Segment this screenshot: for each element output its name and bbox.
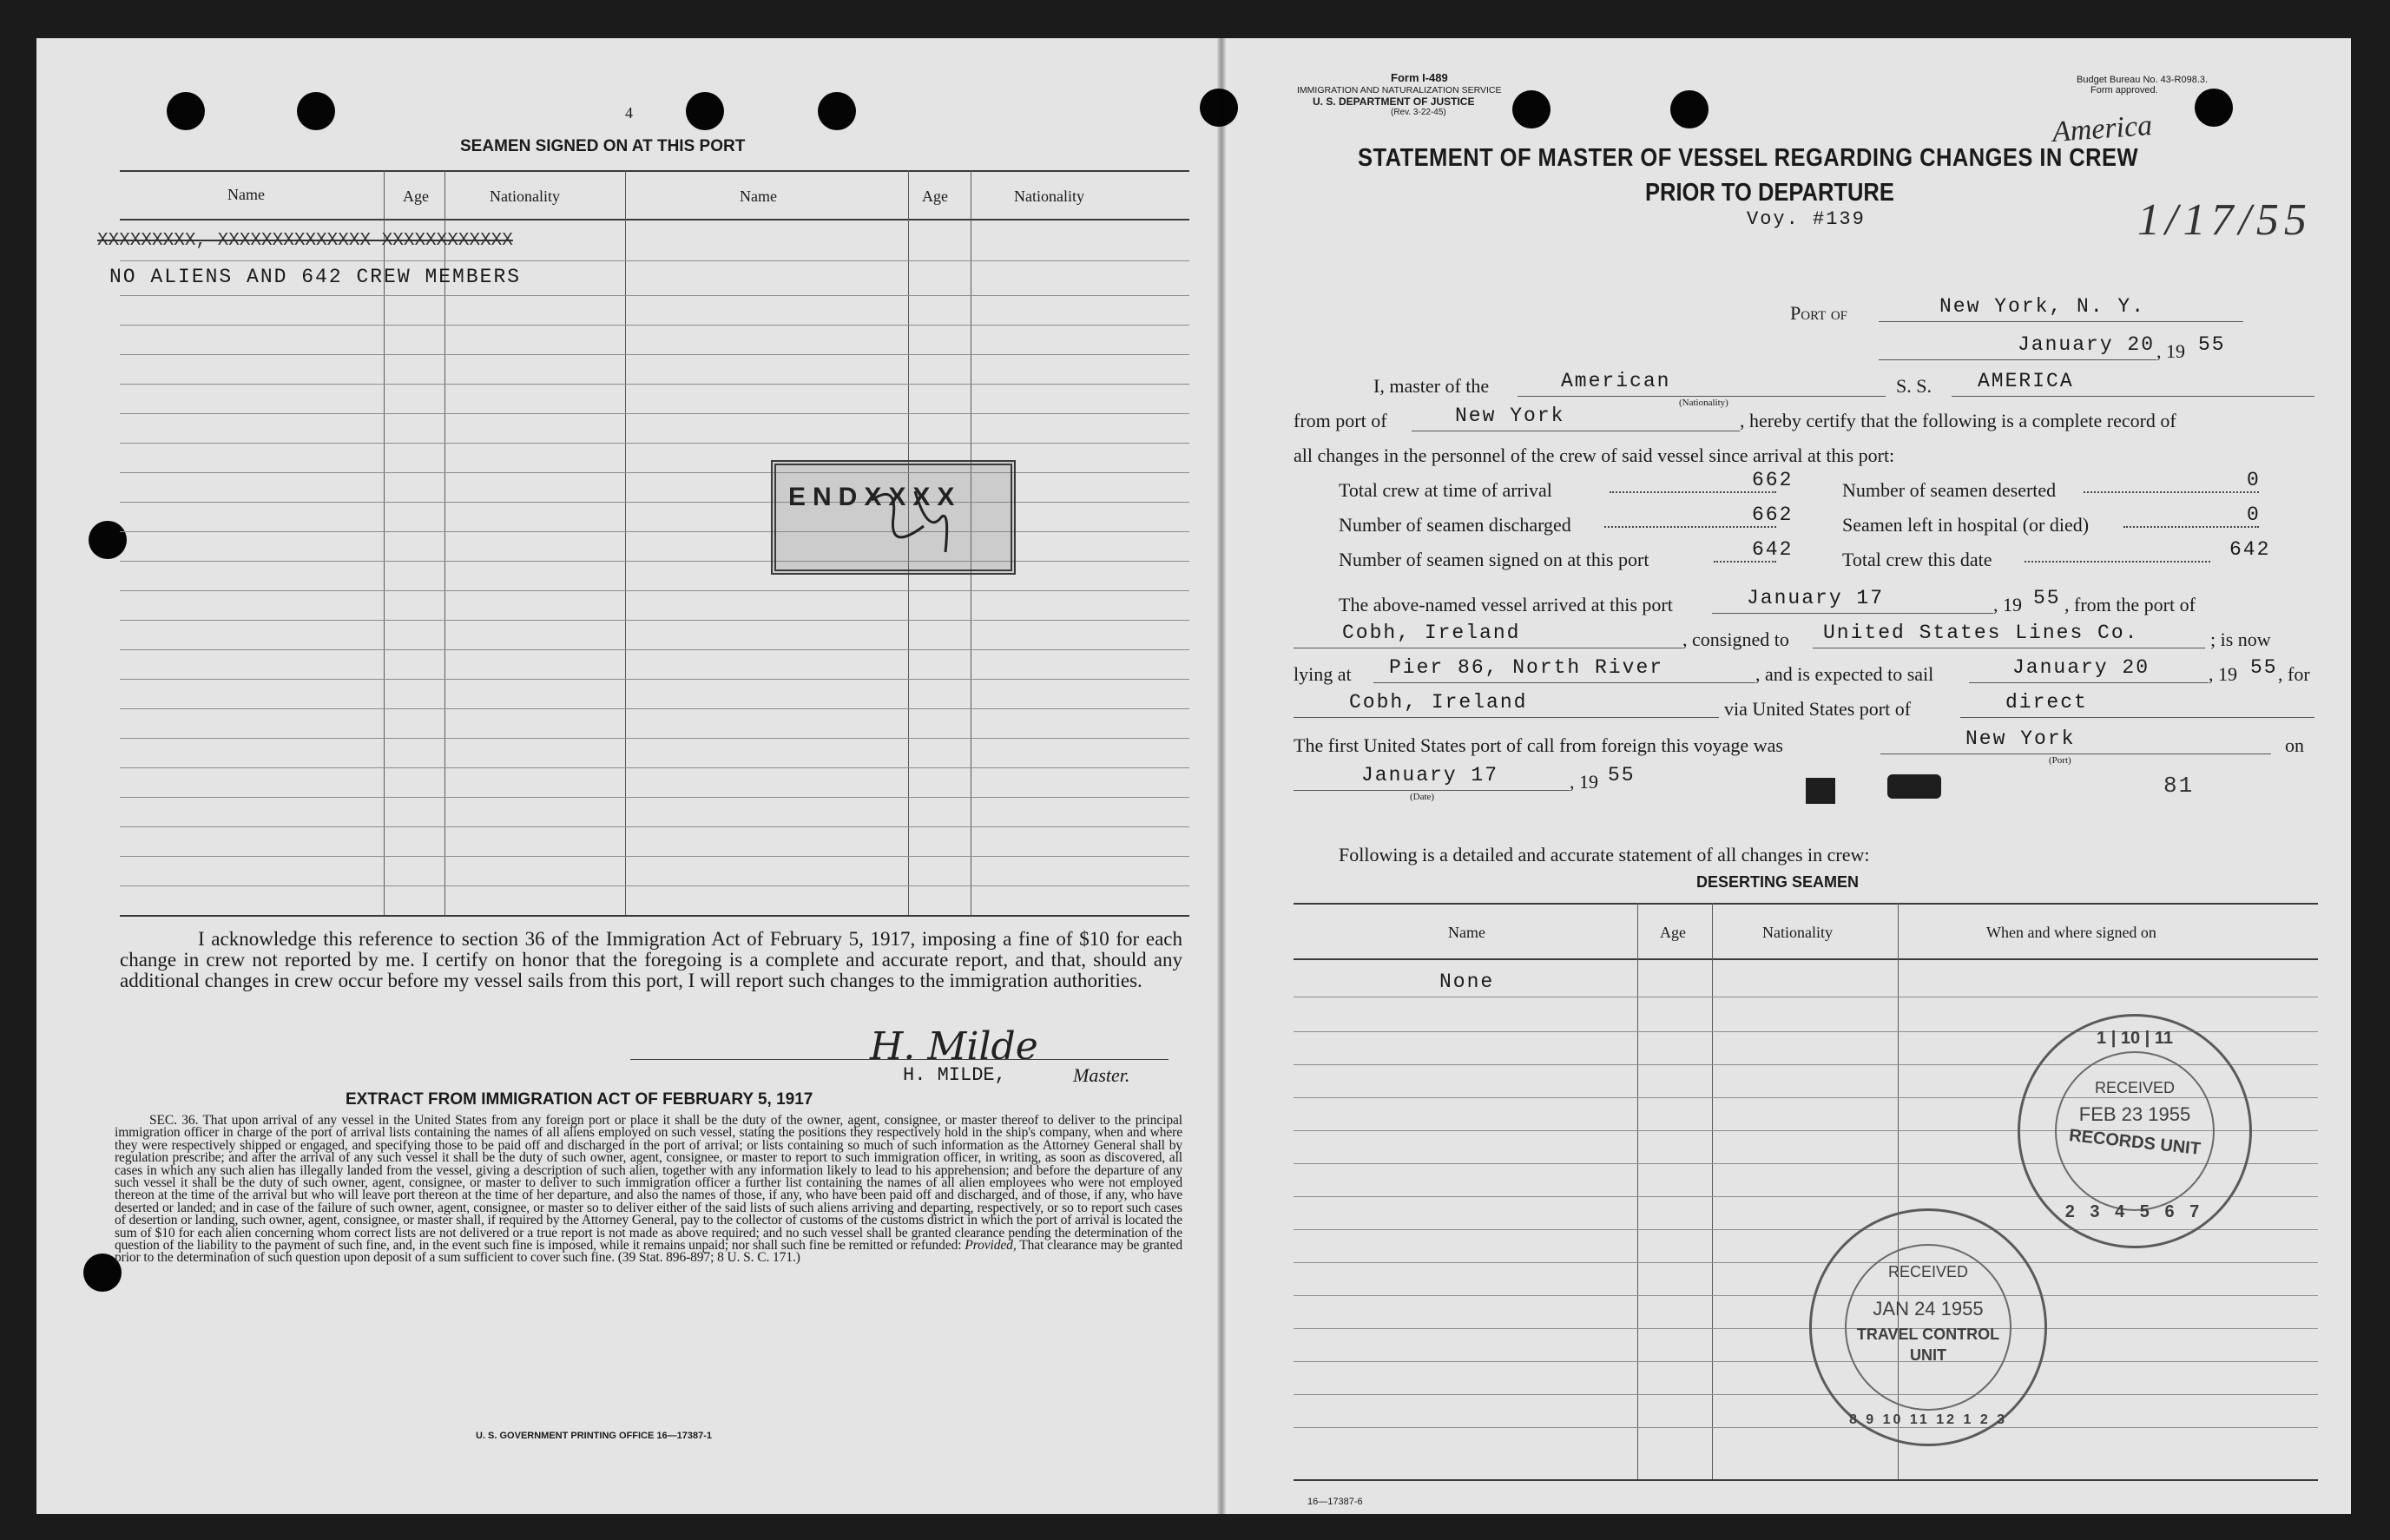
agency-line-2: U. S. DEPARTMENT OF JUSTICE [1313,95,1475,108]
form-revision: (Rev. 3-22-45) [1391,108,1446,117]
expected-label: , and is expected to sail [1755,663,1934,685]
via-label: via United States port of [1724,698,1912,720]
date-field[interactable] [1879,333,2156,360]
from-port-of-label: , from the port of [2064,594,2196,615]
stat-value[interactable]: 0 [2247,503,2261,526]
from-port-field[interactable] [1412,405,1740,431]
first-port-value: New York [1965,727,2076,750]
ship-name-field[interactable] [1952,370,2314,397]
sail-year: 55 [2250,656,2278,679]
port-value: New York, N. Y. [1939,295,2146,318]
certify-text-2: all changes in the personnel of the crew of said vessel since arrival at this port: [1294,444,1895,466]
nationality-caption: (Nationality) [1679,398,1728,408]
indexed-stamp [771,460,1016,575]
stat-value[interactable]: 642 [1752,538,1794,561]
stamp-initials-icon [863,483,967,561]
budget-bureau: Budget Bureau No. 43-R098.3. [2077,75,2209,85]
column-header: Nationality [1762,924,1833,941]
stamp-date: JAN 24 1955 [1873,1298,1984,1320]
master-title: Master. [1073,1064,1130,1086]
from-port-label: from port of [1294,410,1387,431]
sail-date-value: January 20 [2012,656,2150,679]
nationality-value: American [1561,370,1671,392]
master-signature: H. Milde [870,1024,1038,1069]
column-header: Age [403,188,429,205]
redaction-mark [1806,778,1835,804]
handwritten-date: 1/17/55 [2137,195,2312,245]
form-number: Form I-489 [1391,71,1448,84]
column-header: Nationality [1014,188,1084,205]
arrived-label: The above-named vessel arrived at this port [1339,594,1673,615]
stat-value[interactable]: 642 [2229,538,2271,561]
column-header: Name [1448,924,1485,941]
ss-label: S. S. [1896,375,1932,397]
date-value: January 20 [2018,333,2156,356]
first-port-date-value: January 17 [1361,764,1499,786]
column-header: Age [1660,924,1686,941]
received-records-unit-stamp [2018,1014,2252,1248]
form-approved: Form approved. [2090,85,2158,95]
stat-leader [1714,561,1776,563]
stat-value[interactable]: 662 [1752,469,1794,491]
sail-year-prefix: , 19 [2209,663,2237,685]
form-title-line-1: STATEMENT OF MASTER OF VESSEL REGARDING CHANGES IN CREW [1358,144,2139,172]
stat-label: Number of seamen deserted [1842,479,2057,501]
first-port-field[interactable] [1880,727,2271,754]
voyage-number: Voy. #139 [1747,208,1866,230]
column-header: Name [740,188,777,205]
on-label: on [2285,734,2304,756]
port-caption: (Port) [2049,755,2071,766]
via-port-value: direct [2005,691,2088,714]
extract-proviso: Provided, [965,1238,1017,1254]
stat-leader [2084,491,2259,493]
berth-field[interactable] [1373,656,1755,683]
ship-name-value: AMERICA [1978,370,2074,392]
following-label: Following is a detailed and accurate statement of all changes in crew: [1339,844,1870,865]
stamp-ring-bottom: 8 9 10 11 12 1 2 3 [1848,1412,2008,1427]
stat-label: Seamen left in hospital (or died) [1842,514,2090,536]
struck-row: XXXXXXXXX, XXXXXXXXXXXXXX XXXXXXXXXXXX [97,231,513,251]
punch-hole [167,92,205,130]
punch-hole [1512,90,1551,128]
deserting-entry: None [1439,971,1495,993]
deserting-title: DESERTING SEAMEN [1696,873,1860,891]
stat-value[interactable]: 0 [2247,469,2261,491]
consigned-label: , consigned to [1682,629,1789,650]
first-port-year-prefix: , 19 [1570,771,1598,793]
stamp-unit-line2: UNIT [1910,1346,1946,1364]
date-year: 55 [2198,333,2226,356]
arrived-date-value: January 17 [1747,587,1885,609]
certify-text: , hereby certify that the following is a complete record of [1740,410,2176,431]
port-label: Port of [1790,302,1848,324]
column-header: When and where signed on [1986,924,2156,941]
stamp-unit: TRAVEL CONTROL [1856,1326,2000,1343]
page-number: 4 [625,104,633,122]
column-header: Name [227,186,265,203]
consignee-field[interactable] [1813,622,2205,648]
stat-leader [1610,491,1776,493]
received-travel-control-stamp [1809,1208,2047,1446]
extract-section: SEC. 36. [149,1113,199,1128]
note-row: NO ALIENS AND 642 CREW MEMBERS [109,266,522,288]
berth-value: Pier 86, North River [1389,656,1664,679]
agency-line-1: IMMIGRATION AND NATURALIZATION SERVICE [1297,85,1502,95]
extract-text [115,1115,1182,1265]
stamp-received: RECEIVED [2094,1079,2176,1096]
redaction-mark [1887,774,1941,799]
extract-body: That upon arrival of any vessel in the United States from any foreign port or place it shall be the duty of the owner, agent, consignee, or master thereof to deliver to the principal immigration officer in charge of the port of arrival lists containing the names of all aliens employed on such vessel, stating the positions they respectively hold in the ship's company, when and where they were respectively shipped or engaged, and specifying those to be paid off and discharged in the port of arrival; or lists containing so much of such information as the Attorney General shall by regulation prescribe; and after the arrival of any such vessel it shall be the duty of such owner, agent, consignee, or master to report to such immigration officer, in writing, as soon as discovered, all cases in which any such alien has illegally landed from the vessel, giving a description of such alien, together with any information likely to lead to his apprehension; and before the departure of any such vessel it shall be the duty of such owner, agent, consignee, or master to deliver to such immigration officer a further list containing the names of all alien employees who were not employed thereon at the time of the arrival but who will leave port thereon at the time of her departure, and also the names of those, if any, who have been paid off and discharged, and of those, if any, who have deserted or landed; and in case of the failure of such owner, agent, consignee, or master so to deliver either of the said lists of such aliens arriving and departing, respectively, or so to report such cases of desertion or landing, such owner, agent, consignee, or master shall, if required by the Attorney General, pay to the collector of customs of the customs district in which the port of arrival is located the sum of $10 for each alien concerning whom correct lists are not delivered or a true report is not made as above required; and no such vessel shall be granted clearance pending the determination of the question of the liability to the payment of such fine, and, in the event such fine is imposed, while it remains unpaid; nor shall such fine be remitted or refunded: [115,1113,1182,1254]
punch-hole [89,521,127,559]
via-port-field[interactable] [1960,691,2314,718]
first-port-date-field[interactable] [1294,764,1570,791]
stat-value[interactable]: 662 [1752,503,1794,526]
form-title-line-2: PRIOR TO DEPARTURE [1645,179,1894,207]
stamp-received: RECEIVED [1887,1263,1969,1280]
printing-office: U. S. GOVERNMENT PRINTING OFFICE 16—17387-1 [476,1431,713,1441]
footer-code: 16—17387-6 [1307,1497,1363,1507]
sail-date-field[interactable] [1969,656,2209,683]
column-header: Age [922,188,948,205]
handwritten-ship-name: America [2051,109,2154,148]
master-name: H. MILDE, [903,1064,1006,1086]
port-field[interactable] [1879,295,2243,322]
stat-leader [2123,526,2259,528]
arrived-year: 55 [2033,587,2061,609]
stamp-date: FEB 23 1955 [2078,1103,2191,1125]
page-fold [1217,38,1226,1514]
stamp-unit: RECORDS UNIT [2068,1126,2202,1159]
punch-hole [1670,90,1709,128]
lying-label: lying at [1294,663,1352,685]
punch-hole [2195,89,2233,127]
stat-label: Number of seamen discharged [1339,514,1571,536]
arrived-year-prefix: , 19 [1993,594,2022,615]
stat-leader [2025,561,2210,563]
punch-hole [297,92,335,130]
stat-label: Total crew this date [1842,549,1992,570]
nationality-field[interactable] [1518,370,1886,397]
arrived-date-field[interactable] [1712,587,1993,614]
extract-title: EXTRACT FROM IMMIGRATION ACT OF FEBRUARY 5, 1917 [346,1090,813,1109]
document-sheet [36,38,2351,1514]
stamp-ring-bottom: 2 3 4 5 6 7 [2064,1202,2205,1221]
acknowledgement-text: I acknowledge this reference to section 36 of the Immigration Act of February 5, 1917, imposing a fine of $10 for each change in crew not reported by me. I certify on honor that the foregoing is a complete and accurate report, and that, should any additional changes in crew occur before my vessel sails from this port, I will report such changes to the immigration authorities. [120,928,1182,991]
stray-mark: 81 [2163,773,2195,799]
stamp-ring-top: 1 | 10 | 11 [2097,1029,2173,1048]
first-port-label: The first United States port of call from foreign this voyage was [1294,734,1783,756]
arrived-from-value: Cobh, Ireland [1342,622,1521,644]
destination-field[interactable] [1294,691,1719,718]
column-header: Nationality [490,188,560,205]
is-now-label: ; is now [2210,629,2271,650]
consignee-value: United States Lines Co. [1823,622,2139,644]
indexed-stamp-text: ENDXXXX [788,483,962,511]
from-port-value: New York [1455,405,1565,427]
stat-leader [1604,526,1776,528]
date-caption: (Date) [1410,792,1435,802]
section-title: SEAMEN SIGNED ON AT THIS PORT [460,137,746,155]
date-year-prefix: , 19 [2156,340,2185,362]
for-label: , for [2278,663,2310,685]
first-port-year: 55 [1608,764,1636,786]
extract-tail: That clearance may be granted prior to the determination of such question upon deposit of a sum sufficient to cover such fine. (39 Stat. 896-897; 8 U. S. C. 171.) [115,1238,1183,1266]
punch-hole [818,92,856,130]
punch-hole [686,92,724,130]
arrived-from-field[interactable] [1294,622,1682,648]
stat-label: Total crew at time of arrival [1339,479,1552,501]
destination-value: Cobh, Ireland [1349,691,1528,714]
master-label: I, master of the [1373,375,1490,397]
stat-label: Number of seamen signed on at this port [1339,549,1649,570]
